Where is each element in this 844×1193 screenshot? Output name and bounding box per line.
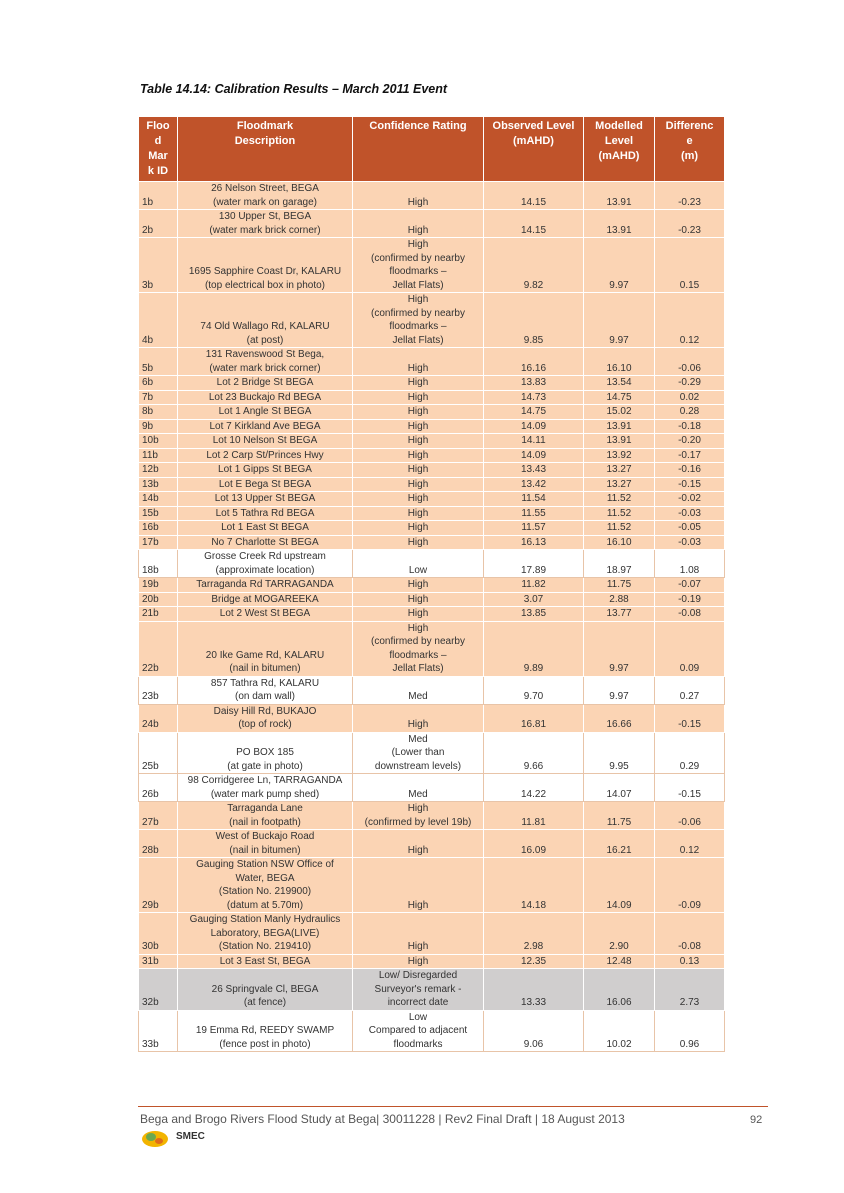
floodmark-description-cell: Lot 3 East St, BEGA — [178, 954, 353, 969]
floodmark-id-cell: 6b — [139, 376, 178, 391]
modelled-level-cell: 9.97 — [584, 621, 655, 676]
modelled-level-cell: 18.97 — [584, 550, 655, 578]
difference-cell: 0.09 — [655, 621, 725, 676]
modelled-level-cell: 9.97 — [584, 238, 655, 293]
floodmark-id-cell: 24b — [139, 704, 178, 732]
difference-cell: 0.29 — [655, 732, 725, 774]
difference-cell: -0.20 — [655, 434, 725, 449]
confidence-rating-cell: High — [353, 434, 484, 449]
confidence-rating-cell: High (confirmed by nearby floodmarks – Jellat Flats) — [353, 621, 484, 676]
floodmark-description-cell: West of Buckajo Road (nail in bitumen) — [178, 830, 353, 858]
table-row — [139, 238, 725, 293]
observed-level-cell: 13.33 — [484, 969, 584, 1011]
difference-cell: -0.19 — [655, 592, 725, 607]
floodmark-description-cell: Lot 1 Angle St BEGA — [178, 405, 353, 420]
observed-level-cell: 14.11 — [484, 434, 584, 449]
observed-level-cell: 14.15 — [484, 210, 584, 238]
modelled-level-cell: 11.52 — [584, 492, 655, 507]
difference-cell: 0.96 — [655, 1010, 725, 1052]
observed-level-cell: 16.09 — [484, 830, 584, 858]
modelled-level-cell: 11.75 — [584, 578, 655, 593]
confidence-rating-cell: High — [353, 830, 484, 858]
observed-level-cell: 9.85 — [484, 293, 584, 348]
table-body — [139, 182, 725, 1052]
modelled-level-cell: 16.66 — [584, 704, 655, 732]
floodmark-description-cell: Lot 1 East St BEGA — [178, 521, 353, 536]
floodmark-description-cell: Tarraganda Rd TARRAGANDA — [178, 578, 353, 593]
difference-cell: -0.18 — [655, 419, 725, 434]
table-row — [139, 348, 725, 376]
confidence-rating-cell: Med (Lower than downstream levels) — [353, 732, 484, 774]
floodmark-description-cell: Daisy Hill Rd, BUKAJO (top of rock) — [178, 704, 353, 732]
difference-cell: 1.08 — [655, 550, 725, 578]
confidence-rating-cell: High — [353, 405, 484, 420]
floodmark-id-cell: 33b — [139, 1010, 178, 1052]
table-row — [139, 1010, 725, 1052]
confidence-rating-cell: High — [353, 913, 484, 955]
floodmark-id-cell: 2b — [139, 210, 178, 238]
floodmark-description-cell: 130 Upper St, BEGA (water mark brick corner) — [178, 210, 353, 238]
table-row — [139, 405, 725, 420]
difference-cell: 0.12 — [655, 830, 725, 858]
difference-cell: 0.27 — [655, 676, 725, 704]
floodmark-id-cell: 28b — [139, 830, 178, 858]
confidence-rating-cell: Low Compared to adjacent floodmarks — [353, 1010, 484, 1052]
observed-level-cell: 14.73 — [484, 390, 584, 405]
difference-cell: -0.06 — [655, 348, 725, 376]
table-row — [139, 969, 725, 1011]
logo-text: SMEC — [176, 1131, 205, 1142]
table-row — [139, 732, 725, 774]
confidence-rating-cell: High — [353, 578, 484, 593]
floodmark-description-cell: 20 Ike Game Rd, KALARU (nail in bitumen) — [178, 621, 353, 676]
floodmark-description-cell: Lot 5 Tathra Rd BEGA — [178, 506, 353, 521]
table-row — [139, 802, 725, 830]
floodmark-id-cell: 15b — [139, 506, 178, 521]
floodmark-id-cell: 13b — [139, 477, 178, 492]
footer-divider — [138, 1106, 768, 1107]
floodmark-id-cell: 9b — [139, 419, 178, 434]
floodmark-id-cell: 5b — [139, 348, 178, 376]
column-header: Differenc e (m) — [655, 117, 725, 182]
floodmark-id-cell: 16b — [139, 521, 178, 536]
floodmark-id-cell: 21b — [139, 607, 178, 622]
floodmark-id-cell: 18b — [139, 550, 178, 578]
table-row — [139, 676, 725, 704]
floodmark-id-cell: 25b — [139, 732, 178, 774]
modelled-level-cell: 11.75 — [584, 802, 655, 830]
modelled-level-cell: 13.91 — [584, 434, 655, 449]
floodmark-id-cell: 12b — [139, 463, 178, 478]
difference-cell: 0.12 — [655, 293, 725, 348]
floodmark-description-cell: Lot 10 Nelson St BEGA — [178, 434, 353, 449]
observed-level-cell: 11.55 — [484, 506, 584, 521]
observed-level-cell: 14.75 — [484, 405, 584, 420]
floodmark-id-cell: 1b — [139, 182, 178, 210]
confidence-rating-cell: High (confirmed by nearby floodmarks – Jellat Flats) — [353, 238, 484, 293]
modelled-level-cell: 14.07 — [584, 774, 655, 802]
floodmark-description-cell: Grosse Creek Rd upstream (approximate location) — [178, 550, 353, 578]
floodmark-id-cell: 8b — [139, 405, 178, 420]
floodmark-id-cell: 30b — [139, 913, 178, 955]
confidence-rating-cell: High — [353, 592, 484, 607]
modelled-level-cell: 10.02 — [584, 1010, 655, 1052]
modelled-level-cell: 11.52 — [584, 521, 655, 536]
observed-level-cell: 11.54 — [484, 492, 584, 507]
observed-level-cell: 12.35 — [484, 954, 584, 969]
floodmark-description-cell: Lot 7 Kirkland Ave BEGA — [178, 419, 353, 434]
difference-cell: -0.08 — [655, 607, 725, 622]
confidence-rating-cell: High — [353, 477, 484, 492]
difference-cell: -0.03 — [655, 535, 725, 550]
observed-level-cell: 14.18 — [484, 858, 584, 913]
column-header: Floo d Mar k ID — [139, 117, 178, 182]
confidence-rating-cell: High — [353, 182, 484, 210]
confidence-rating-cell: High — [353, 535, 484, 550]
modelled-level-cell: 15.02 — [584, 405, 655, 420]
floodmark-description-cell: 19 Emma Rd, REEDY SWAMP (fence post in photo) — [178, 1010, 353, 1052]
difference-cell: -0.16 — [655, 463, 725, 478]
confidence-rating-cell: Low/ Disregarded Surveyor's remark - incorrect date — [353, 969, 484, 1011]
table-caption: Table 14.14: Calibration Results – March 2011 Event — [140, 82, 448, 96]
modelled-level-cell: 11.52 — [584, 506, 655, 521]
table-row — [139, 182, 725, 210]
confidence-rating-cell: High (confirmed by level 19b) — [353, 802, 484, 830]
modelled-level-cell: 9.97 — [584, 676, 655, 704]
observed-level-cell: 13.85 — [484, 607, 584, 622]
table-row — [139, 419, 725, 434]
table-row — [139, 830, 725, 858]
confidence-rating-cell: Med — [353, 676, 484, 704]
observed-level-cell: 13.43 — [484, 463, 584, 478]
table-row — [139, 463, 725, 478]
floodmark-description-cell: 74 Old Wallago Rd, KALARU (at post) — [178, 293, 353, 348]
table-row — [139, 535, 725, 550]
difference-cell: -0.06 — [655, 802, 725, 830]
modelled-level-cell: 9.97 — [584, 293, 655, 348]
floodmark-description-cell: 131 Ravenswood St Bega, (water mark brick corner) — [178, 348, 353, 376]
modelled-level-cell: 16.06 — [584, 969, 655, 1011]
table-row — [139, 434, 725, 449]
table-header-row — [139, 117, 725, 182]
floodmark-id-cell: 11b — [139, 448, 178, 463]
floodmark-description-cell: Gauging Station NSW Office of Water, BEGA (Station No. 219900) (datum at 5.70m) — [178, 858, 353, 913]
table-row — [139, 704, 725, 732]
floodmark-id-cell: 3b — [139, 238, 178, 293]
confidence-rating-cell: High — [353, 858, 484, 913]
modelled-level-cell: 13.54 — [584, 376, 655, 391]
difference-cell: -0.17 — [655, 448, 725, 463]
table-row — [139, 521, 725, 536]
observed-level-cell: 9.89 — [484, 621, 584, 676]
floodmark-description-cell: 857 Tathra Rd, KALARU (on dam wall) — [178, 676, 353, 704]
floodmark-description-cell: Lot 2 Bridge St BEGA — [178, 376, 353, 391]
modelled-level-cell: 16.21 — [584, 830, 655, 858]
confidence-rating-cell: High — [353, 463, 484, 478]
observed-level-cell: 17.89 — [484, 550, 584, 578]
confidence-rating-cell: High — [353, 390, 484, 405]
floodmark-description-cell: 26 Nelson Street, BEGA (water mark on garage) — [178, 182, 353, 210]
floodmark-id-cell: 32b — [139, 969, 178, 1011]
page-number: 92 — [750, 1114, 763, 1126]
confidence-rating-cell: High — [353, 376, 484, 391]
observed-level-cell: 11.81 — [484, 802, 584, 830]
table-row — [139, 492, 725, 507]
confidence-rating-cell: High — [353, 210, 484, 238]
difference-cell: -0.23 — [655, 182, 725, 210]
difference-cell: -0.02 — [655, 492, 725, 507]
table-row — [139, 506, 725, 521]
difference-cell: -0.15 — [655, 774, 725, 802]
difference-cell: -0.08 — [655, 913, 725, 955]
floodmark-id-cell: 22b — [139, 621, 178, 676]
floodmark-id-cell: 20b — [139, 592, 178, 607]
table-row — [139, 913, 725, 955]
calibration-table — [138, 116, 725, 1052]
confidence-rating-cell: High — [353, 419, 484, 434]
table-row — [139, 448, 725, 463]
difference-cell: 2.73 — [655, 969, 725, 1011]
column-header: Modelled Level (mAHD) — [584, 117, 655, 182]
observed-level-cell: 13.42 — [484, 477, 584, 492]
footer-text: Bega and Brogo Rivers Flood Study at Bega| 30011228 | Rev2 Final Draft | 18 August 2013 — [140, 1112, 625, 1126]
difference-cell: -0.23 — [655, 210, 725, 238]
table-row — [139, 954, 725, 969]
confidence-rating-cell: High — [353, 348, 484, 376]
observed-level-cell: 11.57 — [484, 521, 584, 536]
modelled-level-cell: 16.10 — [584, 535, 655, 550]
floodmark-description-cell: 98 Corridgeree Ln, TARRAGANDA (water mark pump shed) — [178, 774, 353, 802]
observed-level-cell: 9.66 — [484, 732, 584, 774]
modelled-level-cell: 13.91 — [584, 210, 655, 238]
difference-cell: 0.15 — [655, 238, 725, 293]
floodmark-id-cell: 27b — [139, 802, 178, 830]
observed-level-cell: 14.22 — [484, 774, 584, 802]
floodmark-description-cell: Lot E Bega St BEGA — [178, 477, 353, 492]
table-row — [139, 550, 725, 578]
modelled-level-cell: 2.88 — [584, 592, 655, 607]
floodmark-description-cell: Tarraganda Lane (nail in footpath) — [178, 802, 353, 830]
floodmark-id-cell: 26b — [139, 774, 178, 802]
observed-level-cell: 14.09 — [484, 419, 584, 434]
table-row — [139, 774, 725, 802]
difference-cell: -0.07 — [655, 578, 725, 593]
modelled-level-cell: 13.91 — [584, 182, 655, 210]
observed-level-cell: 9.82 — [484, 238, 584, 293]
observed-level-cell: 14.09 — [484, 448, 584, 463]
observed-level-cell: 9.70 — [484, 676, 584, 704]
difference-cell: -0.29 — [655, 376, 725, 391]
floodmark-description-cell: 26 Springvale Cl, BEGA (at fence) — [178, 969, 353, 1011]
observed-level-cell: 9.06 — [484, 1010, 584, 1052]
difference-cell: -0.05 — [655, 521, 725, 536]
modelled-level-cell: 13.91 — [584, 419, 655, 434]
floodmark-description-cell: Lot 1 Gipps St BEGA — [178, 463, 353, 478]
floodmark-id-cell: 19b — [139, 578, 178, 593]
difference-cell: -0.15 — [655, 477, 725, 492]
observed-level-cell: 14.15 — [484, 182, 584, 210]
confidence-rating-cell: High — [353, 506, 484, 521]
floodmark-id-cell: 17b — [139, 535, 178, 550]
table-row — [139, 376, 725, 391]
observed-level-cell: 13.83 — [484, 376, 584, 391]
modelled-level-cell: 14.75 — [584, 390, 655, 405]
floodmark-id-cell: 14b — [139, 492, 178, 507]
modelled-level-cell: 9.95 — [584, 732, 655, 774]
confidence-rating-cell: High — [353, 492, 484, 507]
observed-level-cell: 16.13 — [484, 535, 584, 550]
modelled-level-cell: 2.90 — [584, 913, 655, 955]
floodmark-id-cell: 31b — [139, 954, 178, 969]
table-row — [139, 578, 725, 593]
floodmark-description-cell: No 7 Charlotte St BEGA — [178, 535, 353, 550]
column-header: Floodmark Description — [178, 117, 353, 182]
floodmark-id-cell: 29b — [139, 858, 178, 913]
floodmark-id-cell: 7b — [139, 390, 178, 405]
modelled-level-cell: 13.27 — [584, 463, 655, 478]
floodmark-description-cell: Lot 2 Carp St/Princes Hwy — [178, 448, 353, 463]
floodmark-description-cell: Lot 2 West St BEGA — [178, 607, 353, 622]
modelled-level-cell: 13.27 — [584, 477, 655, 492]
modelled-level-cell: 12.48 — [584, 954, 655, 969]
modelled-level-cell: 14.09 — [584, 858, 655, 913]
confidence-rating-cell: High (confirmed by nearby floodmarks – Jellat Flats) — [353, 293, 484, 348]
difference-cell: -0.15 — [655, 704, 725, 732]
floodmark-description-cell: PO BOX 185 (at gate in photo) — [178, 732, 353, 774]
table-row — [139, 858, 725, 913]
observed-level-cell: 16.81 — [484, 704, 584, 732]
column-header: Observed Level (mAHD) — [484, 117, 584, 182]
modelled-level-cell: 13.92 — [584, 448, 655, 463]
table-row — [139, 592, 725, 607]
table-row — [139, 621, 725, 676]
observed-level-cell: 11.82 — [484, 578, 584, 593]
floodmark-id-cell: 23b — [139, 676, 178, 704]
floodmark-description-cell: Gauging Station Manly Hydraulics Laboratory, BEGA(LIVE) (Station No. 219410) — [178, 913, 353, 955]
difference-cell: -0.03 — [655, 506, 725, 521]
floodmark-id-cell: 10b — [139, 434, 178, 449]
observed-level-cell: 3.07 — [484, 592, 584, 607]
difference-cell: -0.09 — [655, 858, 725, 913]
observed-level-cell: 16.16 — [484, 348, 584, 376]
table-row — [139, 390, 725, 405]
floodmark-description-cell: 1695 Sapphire Coast Dr, KALARU (top electrical box in photo) — [178, 238, 353, 293]
confidence-rating-cell: High — [353, 607, 484, 622]
difference-cell: 0.13 — [655, 954, 725, 969]
table-row — [139, 210, 725, 238]
floodmark-id-cell: 4b — [139, 293, 178, 348]
difference-cell: 0.02 — [655, 390, 725, 405]
modelled-level-cell: 13.77 — [584, 607, 655, 622]
difference-cell: 0.28 — [655, 405, 725, 420]
observed-level-cell: 2.98 — [484, 913, 584, 955]
table-row — [139, 477, 725, 492]
column-header: Confidence Rating — [353, 117, 484, 182]
modelled-level-cell: 16.10 — [584, 348, 655, 376]
confidence-rating-cell: Med — [353, 774, 484, 802]
floodmark-description-cell: Bridge at MOGAREEKA — [178, 592, 353, 607]
confidence-rating-cell: High — [353, 954, 484, 969]
floodmark-description-cell: Lot 13 Upper St BEGA — [178, 492, 353, 507]
table-row — [139, 293, 725, 348]
table-row — [139, 607, 725, 622]
confidence-rating-cell: Low — [353, 550, 484, 578]
confidence-rating-cell: High — [353, 448, 484, 463]
confidence-rating-cell: High — [353, 704, 484, 732]
floodmark-description-cell: Lot 23 Buckajo Rd BEGA — [178, 390, 353, 405]
confidence-rating-cell: High — [353, 521, 484, 536]
